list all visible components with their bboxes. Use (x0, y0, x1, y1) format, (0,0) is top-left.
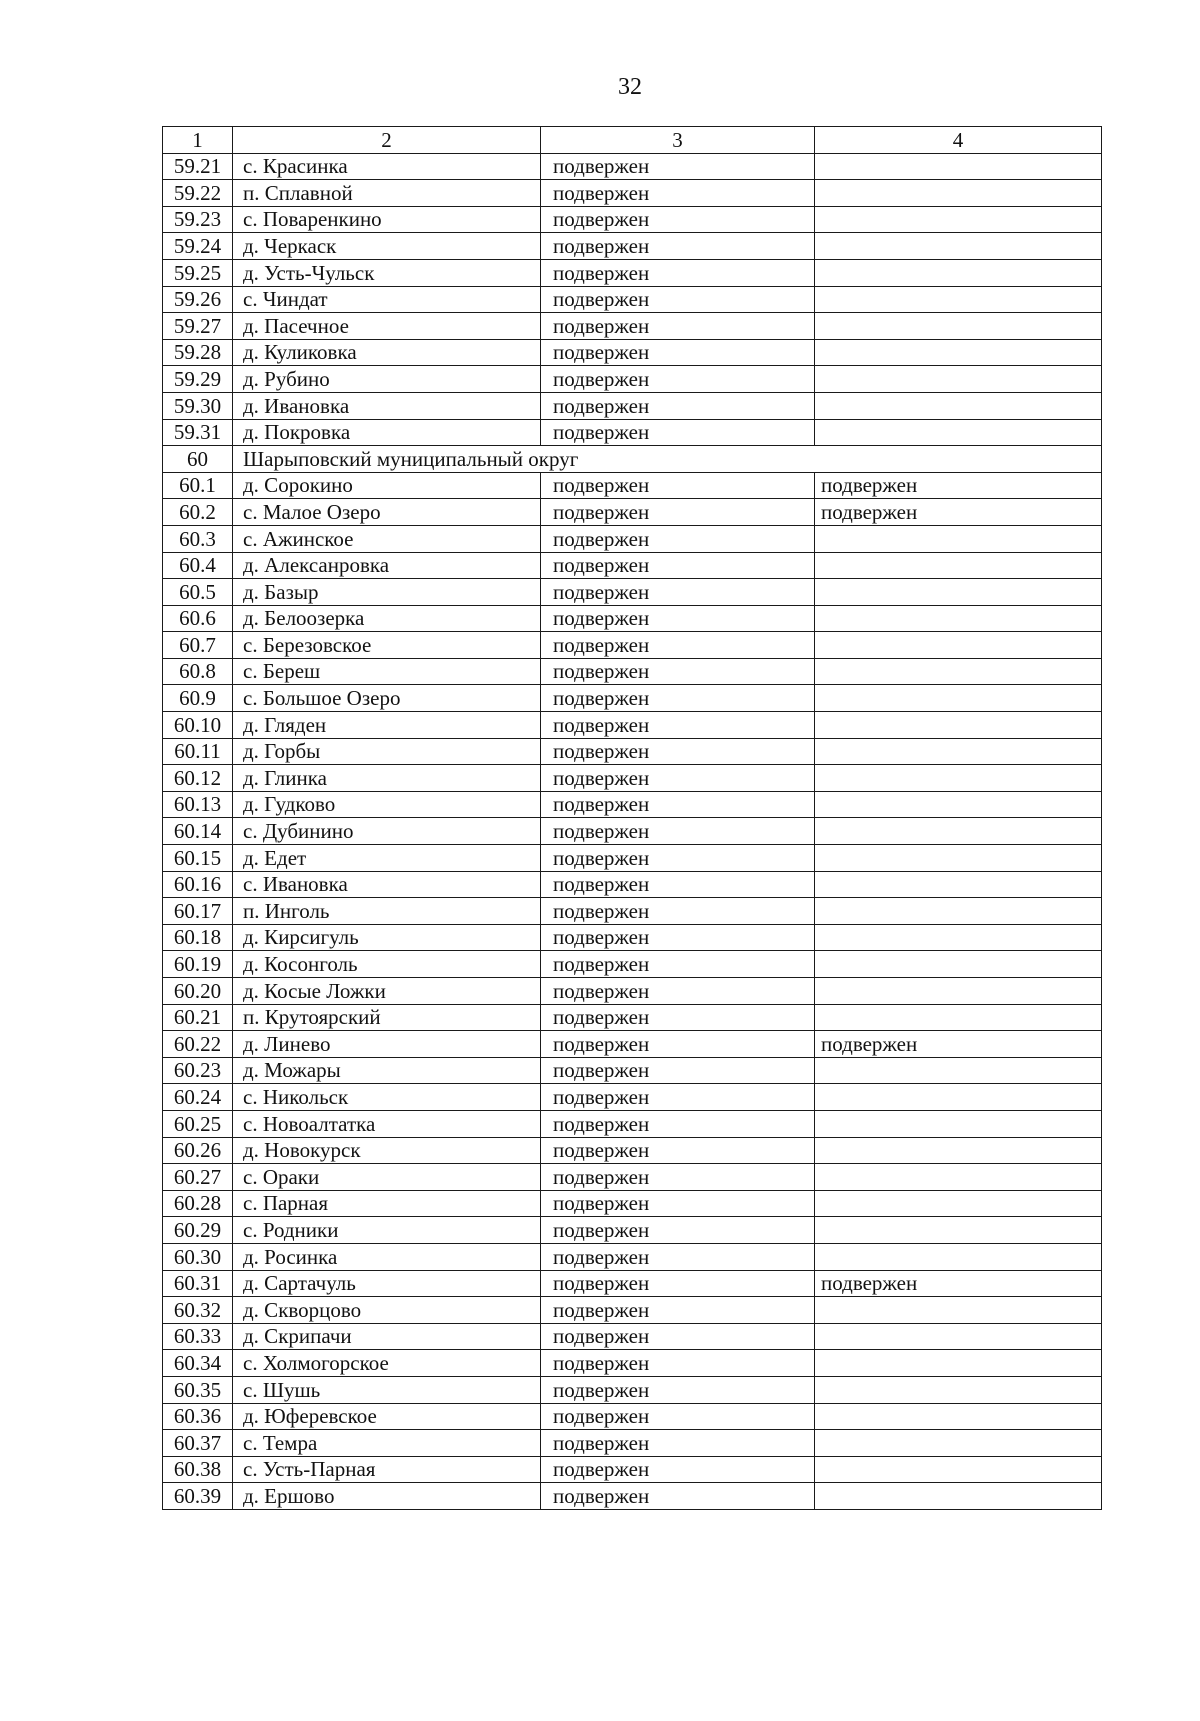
row-number: 60.20 (163, 978, 233, 1005)
table-row (163, 1084, 1102, 1111)
column-3-value: подвержен (541, 1270, 815, 1297)
table-row (163, 791, 1102, 818)
row-number: 60.3 (163, 525, 233, 552)
table-body (163, 127, 1102, 1510)
column-3-value: подвержен (541, 1164, 815, 1191)
column-3-value: подвержен (541, 685, 815, 712)
settlement-name: с. Родники (233, 1217, 541, 1244)
column-header-4: 4 (815, 127, 1102, 154)
column-4-value (815, 392, 1102, 419)
column-3-value: подвержен (541, 712, 815, 739)
settlement-name: д. Сорокино (233, 472, 541, 499)
column-header-2: 2 (233, 127, 541, 154)
row-number: 60.11 (163, 738, 233, 765)
column-3-value: подвержен (541, 472, 815, 499)
row-number: 60.5 (163, 579, 233, 606)
row-number: 60.17 (163, 898, 233, 925)
row-number: 60.25 (163, 1110, 233, 1137)
column-4-value (815, 259, 1102, 286)
column-4-value (815, 233, 1102, 260)
column-3-value: подвержен (541, 978, 815, 1005)
column-3-value: подвержен (541, 366, 815, 393)
column-4-value (815, 286, 1102, 313)
settlement-name: с. Усть-Парная (233, 1456, 541, 1483)
row-number: 59.30 (163, 392, 233, 419)
table-row (163, 632, 1102, 659)
settlement-name: д. Новокурск (233, 1137, 541, 1164)
column-3-value: подвержен (541, 286, 815, 313)
settlement-name: с. Ивановка (233, 871, 541, 898)
column-4-value (815, 1376, 1102, 1403)
settlement-name: д. Гудково (233, 791, 541, 818)
row-number: 60.16 (163, 871, 233, 898)
column-header-1: 1 (163, 127, 233, 154)
table-row (163, 871, 1102, 898)
settlement-name: с. Никольск (233, 1084, 541, 1111)
table-row (163, 153, 1102, 180)
settlement-name: с. Березовское (233, 632, 541, 659)
column-4-value (815, 738, 1102, 765)
column-3-value: подвержен (541, 1137, 815, 1164)
column-4-value (815, 339, 1102, 366)
row-number: 60.15 (163, 845, 233, 872)
column-4-value (815, 153, 1102, 180)
column-4-value (815, 1217, 1102, 1244)
table-row (163, 339, 1102, 366)
table-row (163, 525, 1102, 552)
column-4-value: подвержен (815, 1031, 1102, 1058)
column-4-value (815, 818, 1102, 845)
settlement-name: с. Ажинское (233, 525, 541, 552)
table-row (163, 499, 1102, 526)
row-number: 60.1 (163, 472, 233, 499)
column-3-value: подвержен (541, 1483, 815, 1510)
column-3-value: подвержен (541, 153, 815, 180)
column-4-value: подвержен (815, 1270, 1102, 1297)
table-row (163, 286, 1102, 313)
column-4-value (815, 1137, 1102, 1164)
column-3-value: подвержен (541, 738, 815, 765)
settlement-name: с. Поваренкино (233, 206, 541, 233)
table-row (163, 206, 1102, 233)
row-number: 59.25 (163, 259, 233, 286)
column-3-value: подвержен (541, 392, 815, 419)
column-4-value (815, 791, 1102, 818)
column-3-value: подвержен (541, 1084, 815, 1111)
column-3-value: подвержен (541, 180, 815, 207)
settlement-name: д. Горбы (233, 738, 541, 765)
column-4-value (815, 1004, 1102, 1031)
row-number: 60.23 (163, 1057, 233, 1084)
table-row (163, 1430, 1102, 1457)
column-4-value (815, 951, 1102, 978)
table-row (163, 1270, 1102, 1297)
column-4-value (815, 1323, 1102, 1350)
column-3-value: подвержен (541, 499, 815, 526)
row-number: 59.27 (163, 313, 233, 340)
settlement-name: с. Ораки (233, 1164, 541, 1191)
column-4-value (815, 632, 1102, 659)
column-4-value (815, 924, 1102, 951)
row-number: 59.21 (163, 153, 233, 180)
settlement-name: д. Сартачуль (233, 1270, 541, 1297)
table-group-row (163, 446, 1102, 473)
settlement-name: д. Глинка (233, 765, 541, 792)
table-row (163, 1110, 1102, 1137)
column-3-value: подвержен (541, 791, 815, 818)
table-row (163, 1456, 1102, 1483)
table-row (163, 898, 1102, 925)
table-row (163, 472, 1102, 499)
row-number: 59.26 (163, 286, 233, 313)
settlement-name: с. Красинка (233, 153, 541, 180)
table-row (163, 1057, 1102, 1084)
table-header-row (163, 127, 1102, 154)
table-row (163, 765, 1102, 792)
row-number: 60.18 (163, 924, 233, 951)
column-4-value (815, 1456, 1102, 1483)
row-number: 60.36 (163, 1403, 233, 1430)
settlement-name: д. Юферевское (233, 1403, 541, 1430)
column-4-value (815, 1110, 1102, 1137)
page-number: 32 (618, 74, 642, 100)
column-header-3: 3 (541, 127, 815, 154)
table-row (163, 1164, 1102, 1191)
table-row (163, 951, 1102, 978)
row-number: 60.24 (163, 1084, 233, 1111)
table-row (163, 366, 1102, 393)
table-row (163, 259, 1102, 286)
column-4-value (815, 605, 1102, 632)
row-number: 59.23 (163, 206, 233, 233)
table-row (163, 818, 1102, 845)
settlement-name: д. Линево (233, 1031, 541, 1058)
column-4-value (815, 579, 1102, 606)
row-number: 59.29 (163, 366, 233, 393)
settlement-name: с. Чиндат (233, 286, 541, 313)
settlement-name: с. Большое Озеро (233, 685, 541, 712)
column-4-value (815, 1430, 1102, 1457)
table-row (163, 658, 1102, 685)
row-number: 60.30 (163, 1243, 233, 1270)
table-row (163, 1403, 1102, 1430)
column-4-value (815, 1297, 1102, 1324)
settlement-name: с. Шушь (233, 1376, 541, 1403)
column-3-value: подвержен (541, 1031, 815, 1058)
row-number: 60.26 (163, 1137, 233, 1164)
table-row (163, 1297, 1102, 1324)
table-row (163, 313, 1102, 340)
settlement-name: с. Темра (233, 1430, 541, 1457)
row-number: 60.14 (163, 818, 233, 845)
column-4-value (815, 871, 1102, 898)
column-3-value: подвержен (541, 339, 815, 366)
settlement-name: д. Усть-Чульск (233, 259, 541, 286)
column-4-value (815, 1243, 1102, 1270)
table-row (163, 1243, 1102, 1270)
column-3-value: подвержен (541, 206, 815, 233)
column-3-value: подвержен (541, 1110, 815, 1137)
settlement-name: д. Пасечное (233, 313, 541, 340)
column-3-value: подвержен (541, 1376, 815, 1403)
column-4-value (815, 1350, 1102, 1377)
table-row (163, 924, 1102, 951)
table-row (163, 738, 1102, 765)
column-4-value (815, 765, 1102, 792)
settlement-name: д. Черкаск (233, 233, 541, 260)
column-3-value: подвержен (541, 1350, 815, 1377)
column-3-value: подвержен (541, 632, 815, 659)
column-3-value: подвержен (541, 419, 815, 446)
column-4-value (815, 712, 1102, 739)
column-3-value: подвержен (541, 818, 815, 845)
row-number: 60.35 (163, 1376, 233, 1403)
column-4-value (815, 845, 1102, 872)
column-3-value: подвержен (541, 605, 815, 632)
row-number: 60.29 (163, 1217, 233, 1244)
column-4-value (815, 1190, 1102, 1217)
column-3-value: подвержен (541, 1297, 815, 1324)
settlement-name: д. Покровка (233, 419, 541, 446)
column-3-value: подвержен (541, 1004, 815, 1031)
row-number: 60.32 (163, 1297, 233, 1324)
column-4-value (815, 898, 1102, 925)
row-number: 60.28 (163, 1190, 233, 1217)
row-number: 59.22 (163, 180, 233, 207)
column-3-value: подвержен (541, 1057, 815, 1084)
table-row (163, 1376, 1102, 1403)
row-number: 59.24 (163, 233, 233, 260)
settlement-name: д. Косонголь (233, 951, 541, 978)
settlement-name: д. Ивановка (233, 392, 541, 419)
row-number: 60.7 (163, 632, 233, 659)
column-3-value: подвержен (541, 1217, 815, 1244)
settlement-name: с. Дубинино (233, 818, 541, 845)
table-row (163, 605, 1102, 632)
table-row (163, 1350, 1102, 1377)
column-4-value (815, 313, 1102, 340)
column-3-value: подвержен (541, 233, 815, 260)
column-3-value: подвержен (541, 1190, 815, 1217)
column-4-value (815, 552, 1102, 579)
table-row (163, 579, 1102, 606)
settlement-name: д. Скворцово (233, 1297, 541, 1324)
settlement-name: д. Алексанровка (233, 552, 541, 579)
table-row (163, 180, 1102, 207)
column-4-value: подвержен (815, 499, 1102, 526)
column-3-value: подвержен (541, 525, 815, 552)
row-number: 60.9 (163, 685, 233, 712)
column-3-value: подвержен (541, 1243, 815, 1270)
table-row (163, 233, 1102, 260)
row-number: 60.19 (163, 951, 233, 978)
column-4-value (815, 658, 1102, 685)
settlement-name: д. Едет (233, 845, 541, 872)
settlement-name: с. Малое Озеро (233, 499, 541, 526)
column-3-value: подвержен (541, 1403, 815, 1430)
row-number: 60.27 (163, 1164, 233, 1191)
column-4-value (815, 1403, 1102, 1430)
row-number: 60.39 (163, 1483, 233, 1510)
settlement-name: с. Парная (233, 1190, 541, 1217)
table-row (163, 552, 1102, 579)
column-3-value: подвержен (541, 924, 815, 951)
settlement-name: п. Крутоярский (233, 1004, 541, 1031)
table-row (163, 712, 1102, 739)
row-number: 60.12 (163, 765, 233, 792)
row-number: 59.31 (163, 419, 233, 446)
table-row (163, 419, 1102, 446)
table-row (163, 1483, 1102, 1510)
settlement-name: д. Кирсигуль (233, 924, 541, 951)
settlement-name: д. Куликовка (233, 339, 541, 366)
row-number: 60.38 (163, 1456, 233, 1483)
table-row (163, 1217, 1102, 1244)
table-row (163, 1004, 1102, 1031)
settlement-name: д. Рубино (233, 366, 541, 393)
column-3-value: подвержен (541, 1456, 815, 1483)
row-number: 60.13 (163, 791, 233, 818)
column-4-value: подвержен (815, 472, 1102, 499)
column-3-value: подвержен (541, 898, 815, 925)
row-number: 60.22 (163, 1031, 233, 1058)
settlement-name: д. Косые Ложки (233, 978, 541, 1005)
column-3-value: подвержен (541, 765, 815, 792)
row-number: 60 (163, 446, 233, 473)
settlement-name: п. Сплавной (233, 180, 541, 207)
column-4-value (815, 366, 1102, 393)
settlement-name: д. Белоозерка (233, 605, 541, 632)
table-row (163, 392, 1102, 419)
settlement-name: с. Новоалтатка (233, 1110, 541, 1137)
column-4-value (815, 978, 1102, 1005)
group-name: Шарыповский муниципальный округ (233, 446, 1102, 473)
row-number: 60.8 (163, 658, 233, 685)
settlement-name: д. Можары (233, 1057, 541, 1084)
row-number: 60.34 (163, 1350, 233, 1377)
row-number: 60.10 (163, 712, 233, 739)
table-row (163, 1031, 1102, 1058)
column-4-value (815, 1164, 1102, 1191)
table-row (163, 685, 1102, 712)
row-number: 60.33 (163, 1323, 233, 1350)
settlement-name: с. Береш (233, 658, 541, 685)
column-3-value: подвержен (541, 313, 815, 340)
column-3-value: подвержен (541, 1430, 815, 1457)
row-number: 59.28 (163, 339, 233, 366)
row-number: 60.31 (163, 1270, 233, 1297)
column-4-value (815, 1483, 1102, 1510)
table-row (163, 978, 1102, 1005)
column-4-value (815, 525, 1102, 552)
column-3-value: подвержен (541, 658, 815, 685)
settlement-name: с. Холмогорское (233, 1350, 541, 1377)
column-3-value: подвержен (541, 1323, 815, 1350)
column-3-value: подвержен (541, 579, 815, 606)
row-number: 60.21 (163, 1004, 233, 1031)
settlement-name: д. Ершово (233, 1483, 541, 1510)
settlement-name: д. Базыр (233, 579, 541, 606)
column-4-value (815, 685, 1102, 712)
column-3-value: подвержен (541, 951, 815, 978)
column-4-value (815, 419, 1102, 446)
table-row (163, 1323, 1102, 1350)
settlements-table (162, 126, 1102, 1510)
settlement-name: д. Скрипачи (233, 1323, 541, 1350)
column-3-value: подвержен (541, 552, 815, 579)
column-4-value (815, 180, 1102, 207)
row-number: 60.2 (163, 499, 233, 526)
row-number: 60.4 (163, 552, 233, 579)
settlement-name: п. Инголь (233, 898, 541, 925)
column-4-value (815, 1084, 1102, 1111)
table-row (163, 845, 1102, 872)
column-3-value: подвержен (541, 845, 815, 872)
column-3-value: подвержен (541, 259, 815, 286)
column-4-value (815, 1057, 1102, 1084)
table-row (163, 1190, 1102, 1217)
table-row (163, 1137, 1102, 1164)
settlement-name: д. Гляден (233, 712, 541, 739)
column-3-value: подвержен (541, 871, 815, 898)
settlement-name: д. Росинка (233, 1243, 541, 1270)
row-number: 60.6 (163, 605, 233, 632)
column-4-value (815, 206, 1102, 233)
row-number: 60.37 (163, 1430, 233, 1457)
